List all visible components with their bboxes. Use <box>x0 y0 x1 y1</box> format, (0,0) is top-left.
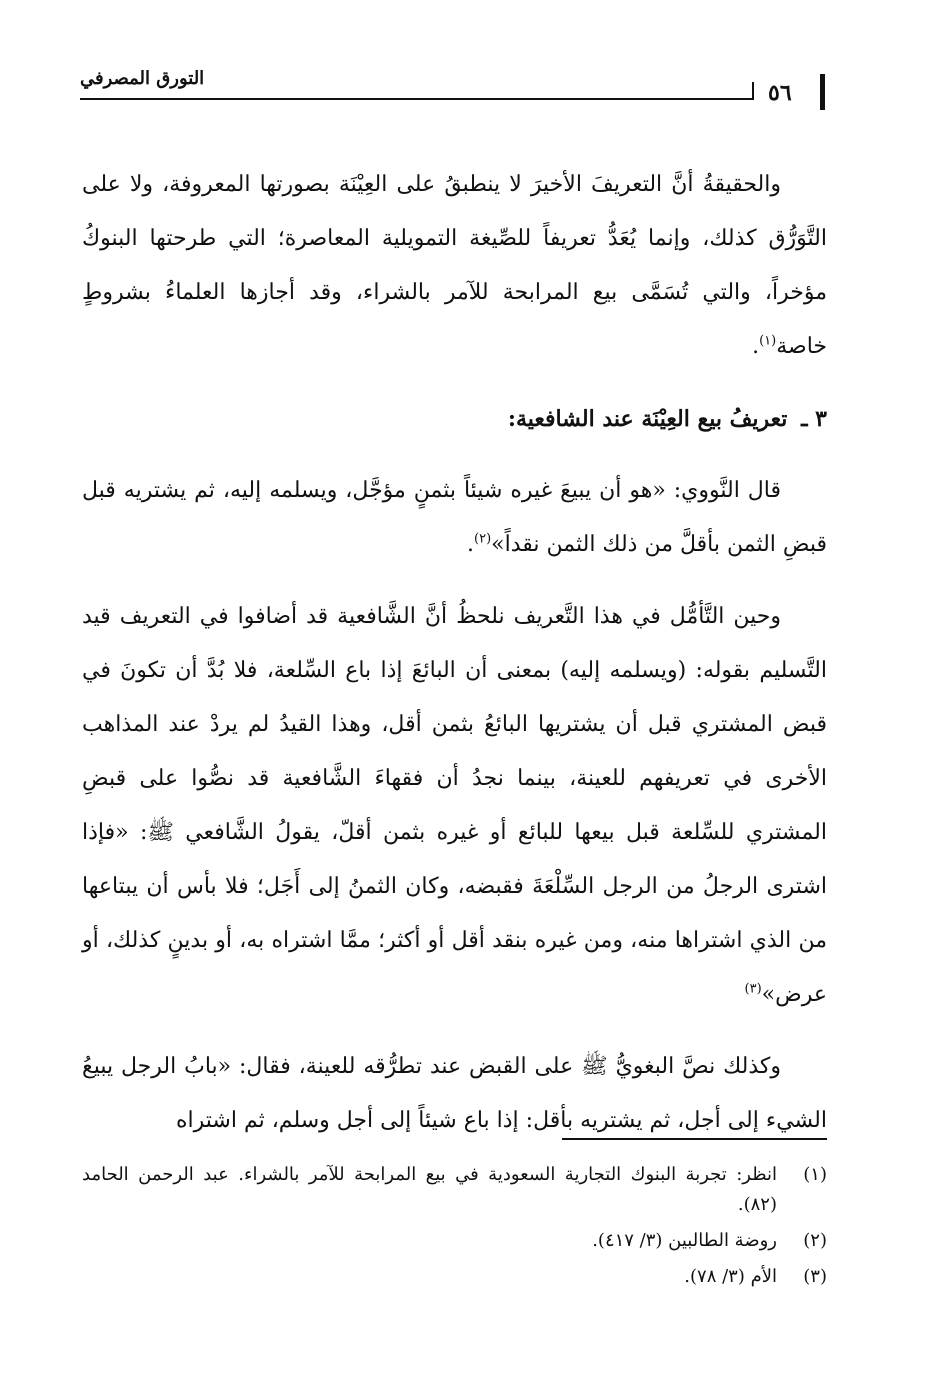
footnotes <box>82 1160 827 1298</box>
footnote-1 <box>82 1160 827 1220</box>
paragraph-3 <box>82 590 827 1022</box>
footnote-text: روضة الطالبين (٣/ ٤١٧). <box>592 1230 777 1251</box>
footnote-ref-2: (٢) <box>474 531 492 547</box>
footnote-separator <box>562 1138 827 1140</box>
paragraph-1-text: والحقيقةُ أنَّ التعريفَ الأخيرَ لا ينطبقُ على العِيْنَة بصورتها المعروفة، ولا على التَّوَرُّق كذلك، وإنما يُعَدُّ تعريفاً للصِّيغة التمويلية المعاصرة؛ التي طرحتها البنوكُ مؤخراً، والتي تُسَمَّى بيع المرابحة للآمر بالشراء، وقد أجازها العلماءُ بشروطٍ خاصة <box>82 172 827 359</box>
page-number: ٥٦ <box>768 80 792 106</box>
footnote-number: (٣) <box>803 1266 827 1287</box>
section-heading-text: تعريفُ بيع العِيْنَة عند الشافعية: <box>507 406 788 432</box>
paragraph-2 <box>82 464 827 572</box>
footnote-number: (١) <box>803 1164 827 1185</box>
footnote-text: انظر: تجربة البنوك التجارية السعودية في بيع المرابحة للآمر بالشراء. عبد الرحمن الحامد (٨٢). <box>82 1164 777 1215</box>
footnote-ref-3: (٣) <box>744 981 762 997</box>
paragraph-2-text: قال النَّووي: «هو أن يبيعَ غيره شيئاً بثمنٍ مؤجَّل، ويسلمه إليه، ثم يشتريه قبل قبضِ الثمن بأقلَّ من ذلك الثمن نقداً» <box>82 478 827 557</box>
header-bar <box>820 74 825 110</box>
running-title: التورق المصرفي <box>80 68 205 89</box>
header-tick <box>752 82 754 100</box>
paragraph-1 <box>82 158 827 374</box>
footnote-ref-1: (١) <box>759 333 777 349</box>
footnote-number: (٢) <box>803 1230 827 1251</box>
running-header <box>80 68 835 112</box>
header-rule <box>80 98 752 100</box>
paragraph-3-text: وحين التَّأمُّل في هذا التَّعريف نلحظُ أنَّ الشَّافعية قد أضافوا في التعريف قيد التَّسليم بقوله: (ويسلمه إليه) بمعنى أن البائعَ إذا باع السِّلعة، فلا بُدَّ أن تكونَ في قبض المشتري قبل أن يشتريها البائعُ بثمن أقل، وهذا القيدُ لم يردْ عند المذاهب الأخرى في تعريفهم للعينة، بينما نجدُ أن فقهاءَ الشَّافعية قد نصُّوا على قبضِ المشتري للسِّلعة قبل بيعها للبائع أو غيره بثمن أقلّ، يقولُ الشَّافعي ﷺ: «فإذا اشترى الرجلُ من الرجل السِّلْعَةَ فقبضه، وكان الثمنُ إلى أَجَل؛ فلا بأس أن يبتاعها من الذي اشتراها منه، ومن غيره بنقد أقل أو أكثر؛ ممَّا اشتراه به، أو بدينٍ كذلك، أو عرض» <box>82 604 827 1007</box>
footnote-3 <box>82 1262 827 1292</box>
section-heading <box>82 392 827 446</box>
paragraph-4 <box>82 1040 827 1148</box>
section-number: ٣ ـ <box>801 406 827 432</box>
paragraph-2-end: . <box>467 532 474 557</box>
footnote-text: الأم (٣/ ٧٨). <box>684 1266 777 1287</box>
footnote-2 <box>82 1226 827 1256</box>
paragraph-4-text: وكذلك نصَّ البغويُّ ﷺ على القبض عند تطرُّقه للعينة، فقال: «بابُ الرجل يبيعُ الشيء إلى أجل، ثم يشتريه بأقل: إذا باع شيئاً إلى أجل وسلم، ثم اشتراه <box>82 1054 827 1133</box>
main-text <box>82 158 827 1148</box>
paragraph-1-end: . <box>752 334 760 359</box>
